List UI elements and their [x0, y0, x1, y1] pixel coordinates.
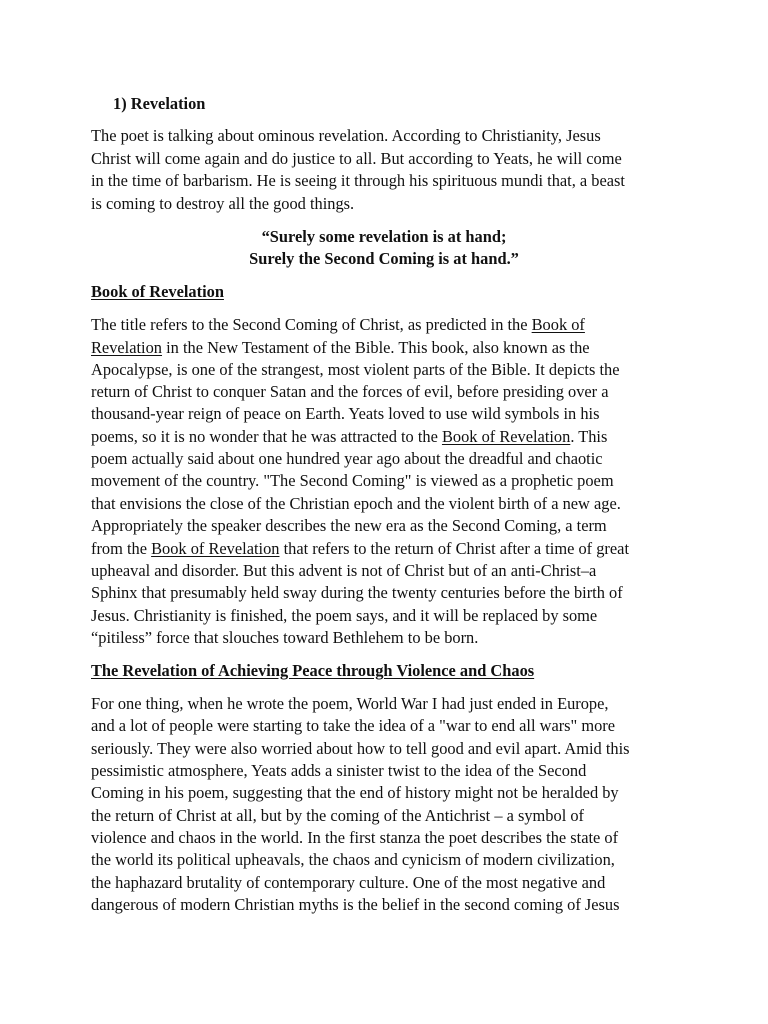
paragraph-3-line: Coming in his poem, suggesting that the end of history might not be heralded by: [91, 783, 619, 802]
quote-line: “Surely some revelation is at hand;: [261, 227, 507, 246]
paragraph-2-line: Sphinx that presumably held sway during the twenty centuries before the birth of: [91, 583, 623, 602]
paragraph-3-line: For one thing, when he wrote the poem, World War I had just ended in Europe,: [91, 694, 609, 713]
paragraph-1-line: Christ will come again and do justice to all. But according to Yeats, he will come: [91, 149, 622, 168]
subheading-book-of-revelation: Book of Revelation: [91, 282, 224, 301]
section-heading-revelation: 1) Revelation: [113, 94, 206, 113]
paragraph-2-line: [91, 426, 607, 448]
text-run: in the New Testament of the Bible. This book, also known as the: [162, 338, 590, 357]
book-reference: Book of Revelation: [441, 427, 571, 446]
book-reference: Revelation: [91, 338, 163, 357]
paragraph-3-line: the world its political upheavals, the chaos and cynicism of modern civilization,: [91, 850, 615, 869]
paragraph-2-line: [91, 314, 585, 336]
paragraph-3-line: violence and chaos in the world. In the first stanza the poet describes the state of: [91, 828, 619, 847]
paragraph-2-line: “pitiless” force that slouches toward Bethlehem to be born.: [91, 628, 479, 647]
paragraph-3-line: the return of Christ at all, but by the coming of the Antichrist – a symbol of: [91, 806, 584, 825]
paragraph-3-line: and a lot of people were starting to take the idea of a "war to end all wars" more: [91, 716, 616, 735]
paragraph-2-line: [91, 337, 590, 359]
book-reference: Book of Revelation: [151, 539, 280, 558]
paragraph-2-line: return of Christ to conquer Satan and the forces of evil, before presiding over a: [91, 382, 609, 401]
text-run: from the: [91, 539, 152, 558]
paragraph-2-line: poem actually said about one hundred year ago about the dreadful and chaotic: [91, 449, 603, 468]
paragraph-2-line: thousand-year reign of peace on Earth. Yeats loved to use wild symbols in his: [91, 404, 600, 423]
paragraph-2-line: Jesus. Christianity is finished, the poem says, and it will be replaced by some: [91, 606, 598, 625]
paragraph-2-line: upheaval and disorder. But this advent is not of Christ but of an anti-Christ–a: [91, 561, 597, 580]
paragraph-2-line: that envisions the close of the Christian epoch and the violent birth of a new age.: [91, 494, 621, 513]
subheading-peace-through-violence: The Revelation of Achieving Peace through Violence and Chaos: [91, 661, 535, 680]
paragraph-1-line: in the time of barbarism. He is seeing it through his spirituous mundi that, a beast: [91, 171, 625, 190]
text-run: that refers to the return of Christ after a time of great: [279, 539, 629, 558]
paragraph-2-line: Appropriately the speaker describes the new era as the Second Coming, a term: [91, 516, 607, 535]
quote-line: Surely the Second Coming is at hand.”: [249, 249, 519, 268]
book-reference: Book of: [531, 315, 585, 334]
paragraph-2-line: [91, 538, 629, 560]
text-run: . This: [570, 427, 608, 446]
paragraph-3-line: pessimistic atmosphere, Yeats adds a sinister twist to the idea of the Second: [91, 761, 587, 780]
paragraph-2-line: movement of the country. "The Second Coming" is viewed as a prophetic poem: [91, 471, 614, 490]
paragraph-3-line: seriously. They were also worried about how to tell good and evil apart. Amid this: [91, 739, 630, 758]
text-run: poems, so it is no wonder that he was attracted to the: [91, 427, 442, 446]
paragraph-3-line: the haphazard brutality of contemporary culture. One of the most negative and: [91, 873, 606, 892]
paragraph-1-line: is coming to destroy all the good things.: [91, 194, 355, 213]
paragraph-2-line: Apocalypse, is one of the strangest, most violent parts of the Bible. It depicts the: [91, 360, 620, 379]
paragraph-1-line: The poet is talking about ominous revelation. According to Christianity, Jesus: [91, 126, 601, 145]
text-run: The title refers to the Second Coming of Christ, as predicted in the: [91, 315, 532, 334]
paragraph-3-line: dangerous of modern Christian myths is the belief in the second coming of Jesus: [91, 895, 620, 914]
